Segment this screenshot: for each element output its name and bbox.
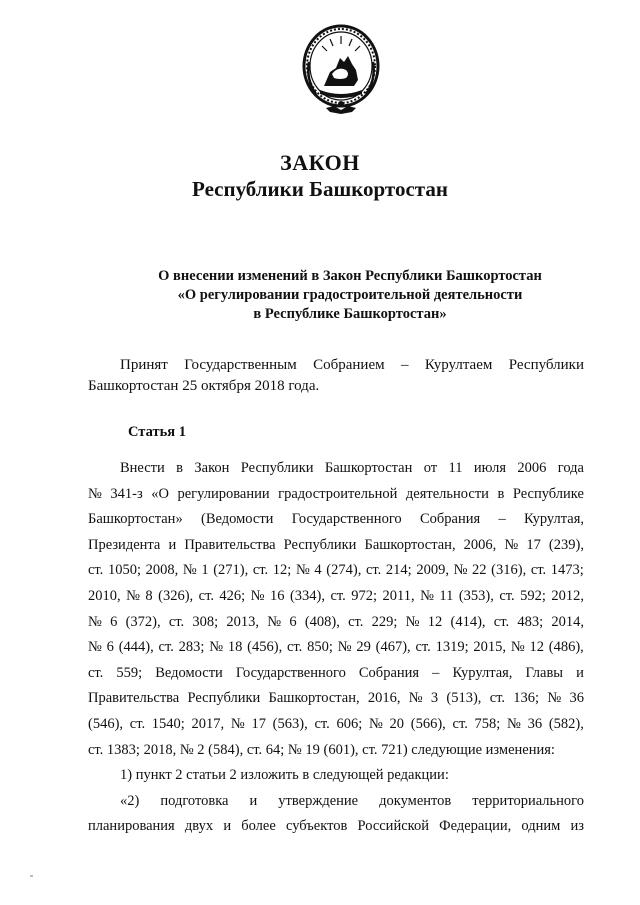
- word: Правительства: [184, 536, 276, 553]
- heading-line: «О регулировании градостроительной деятельности: [177, 287, 523, 303]
- word: –: [400, 357, 409, 373]
- word: и: [249, 792, 258, 809]
- word: 758;: [474, 715, 501, 732]
- list-item-2-line-1: [88, 789, 584, 815]
- word: №: [507, 715, 521, 732]
- paragraph-line: [88, 584, 584, 610]
- word: 36: [569, 690, 584, 707]
- word: (353),: [458, 587, 494, 604]
- word: 3: [430, 690, 439, 707]
- word: №: [510, 639, 525, 656]
- word: 592;: [520, 587, 546, 604]
- word: №: [88, 613, 102, 630]
- word: 1050;: [107, 562, 141, 579]
- word: территориального: [472, 792, 584, 809]
- word: Республики: [508, 357, 584, 373]
- paragraph-line: [88, 635, 584, 661]
- word: (414),: [450, 613, 486, 630]
- word: 426;: [219, 587, 246, 604]
- paragraph-line: [88, 507, 584, 533]
- word: 29: [356, 639, 371, 656]
- word: 6: [110, 613, 118, 630]
- word: ст.: [452, 715, 468, 732]
- word: Главы: [525, 664, 564, 681]
- law-title: ЗАКОН: [280, 150, 360, 175]
- word: –: [432, 664, 440, 681]
- word: ст.: [530, 562, 547, 579]
- word: более: [241, 818, 276, 835]
- word: Ведомости: [155, 664, 223, 681]
- paragraph-line: [88, 712, 584, 738]
- word: 850;: [307, 639, 333, 656]
- word: 16: [269, 587, 285, 604]
- word: 2006: [517, 460, 547, 476]
- word: 1319;: [435, 639, 469, 656]
- word: №: [250, 587, 265, 604]
- word: (274),: [326, 562, 362, 579]
- word: (444),: [118, 639, 154, 656]
- heading-line: в Республике Башкортостан»: [253, 306, 447, 322]
- word: (271),: [213, 562, 249, 579]
- word: 22: [472, 562, 487, 579]
- word: 606;: [336, 715, 363, 732]
- word: июля: [473, 460, 506, 476]
- word: 2013,: [226, 613, 260, 630]
- word: ст.: [314, 715, 330, 732]
- word: 483;: [517, 613, 544, 630]
- word: Президента: [88, 536, 161, 553]
- word: ст.: [88, 562, 104, 579]
- word: подготовка: [160, 792, 229, 809]
- word: 1473;: [550, 562, 584, 579]
- word: Курултая,: [524, 511, 584, 528]
- paragraph-line: [88, 686, 584, 712]
- list-item-1: 1) пункт 2 статьи 2 изложить в следующей редакции:: [120, 767, 449, 784]
- word: 18: [227, 639, 243, 656]
- word: №: [88, 485, 102, 502]
- word: 214;: [385, 562, 412, 579]
- word: (Ведомости: [201, 511, 274, 528]
- word: №: [453, 562, 468, 579]
- paragraph-line: [88, 533, 584, 559]
- word: (486),: [548, 639, 584, 656]
- word: 2008,: [145, 562, 179, 579]
- adoption-statement: [88, 355, 584, 397]
- word: 559;: [116, 664, 143, 681]
- word: –: [498, 511, 506, 528]
- word: №: [88, 639, 102, 656]
- word: Собрания: [358, 664, 420, 681]
- word: №: [547, 690, 562, 707]
- word: 2012,: [551, 587, 584, 604]
- word: в: [497, 485, 505, 502]
- word: градостроительной: [278, 485, 398, 502]
- word: ст.: [489, 690, 506, 707]
- word: 1: [201, 562, 209, 579]
- word: №: [368, 715, 383, 732]
- adoption-line-1: [88, 355, 584, 376]
- word: ст.: [348, 613, 364, 630]
- word: (334),: [289, 587, 325, 604]
- word: ст.: [415, 639, 431, 656]
- word: Курултая,: [452, 664, 513, 681]
- word: Внести: [120, 460, 165, 476]
- word: Российской: [357, 818, 429, 835]
- word: 11: [439, 587, 454, 604]
- word: (456),: [247, 639, 283, 656]
- word: ст.: [88, 664, 104, 681]
- word: 20: [389, 715, 405, 732]
- word: (546),: [88, 715, 124, 732]
- word: 12: [529, 639, 544, 656]
- word: 2017,: [191, 715, 225, 732]
- word: двух: [184, 818, 214, 835]
- word: Государственного: [291, 511, 402, 528]
- paragraph-line: [88, 456, 584, 482]
- paragraph-line: [88, 661, 584, 687]
- word: одним: [521, 818, 561, 835]
- word: и: [576, 664, 584, 681]
- word: 2010,: [88, 587, 121, 604]
- word: (467),: [375, 639, 411, 656]
- word: №: [405, 613, 420, 630]
- word: «2): [120, 792, 140, 809]
- word: (566),: [410, 715, 446, 732]
- law-heading: [60, 267, 640, 324]
- word: 136;: [513, 690, 540, 707]
- word: Правительства: [88, 690, 180, 707]
- word: 17: [526, 536, 541, 553]
- word: ст.: [499, 587, 515, 604]
- word: субъектов: [285, 818, 348, 835]
- word: Республики: [240, 460, 314, 476]
- list-item-2-line-2: [88, 814, 584, 840]
- paragraph-line: [88, 558, 584, 584]
- paragraph-line: [88, 610, 584, 636]
- word: Закон: [194, 460, 230, 476]
- word: №: [504, 536, 519, 553]
- word: 2015,: [473, 639, 507, 656]
- word: 308;: [192, 613, 219, 630]
- word: 17: [251, 715, 266, 732]
- word: №: [126, 587, 140, 604]
- word: «О: [151, 485, 169, 502]
- word: ст.: [198, 587, 214, 604]
- word: (408),: [304, 613, 340, 630]
- paragraph-line: [88, 482, 584, 508]
- word: №: [267, 613, 282, 630]
- word: 2014,: [551, 613, 584, 630]
- word: ст.: [365, 562, 382, 579]
- word: Республики: [187, 690, 261, 707]
- word: 2011,: [382, 587, 415, 604]
- word: №: [337, 639, 352, 656]
- word: ст.: [252, 562, 269, 579]
- article-heading: Статья 1: [128, 424, 186, 440]
- word: 4: [314, 562, 322, 579]
- heading-line: О внесении изменений в Закон Республики Башкортостан: [158, 268, 542, 284]
- word: 229;: [371, 613, 398, 630]
- word: 1540;: [151, 715, 185, 732]
- word: от: [423, 460, 438, 476]
- word: 36: [527, 715, 543, 732]
- word: 12;: [272, 562, 292, 579]
- word: в: [176, 460, 183, 476]
- word: №: [230, 715, 245, 732]
- word: (326),: [158, 587, 194, 604]
- word: деятельности: [405, 485, 489, 502]
- word: №: [182, 562, 197, 579]
- word: Башкортостан»: [88, 511, 183, 528]
- word: (563),: [272, 715, 308, 732]
- word: №: [295, 562, 310, 579]
- article-paragraph: [88, 456, 584, 738]
- word: 2009,: [416, 562, 449, 579]
- word: утверждение: [278, 792, 359, 809]
- paragraph-last-line: ст. 1383; 2018, № 2 (584), ст. 64; № 19 (601), ст. 721) следующие изменения:: [88, 741, 555, 758]
- word: года: [557, 460, 584, 476]
- word: 12: [427, 613, 443, 630]
- word: Федерации,: [439, 818, 512, 835]
- word: из: [570, 818, 584, 835]
- word: ст.: [168, 613, 185, 630]
- word: (316),: [491, 562, 527, 579]
- word: ст.: [330, 587, 346, 604]
- word: Собрания: [419, 511, 481, 528]
- word: 283;: [178, 639, 205, 656]
- word: 6: [106, 639, 114, 656]
- word: 2006,: [463, 536, 497, 553]
- word: и: [223, 818, 232, 835]
- word: (372),: [125, 613, 161, 630]
- word: ст.: [493, 613, 510, 630]
- word: (239),: [548, 536, 584, 553]
- word: ст.: [129, 715, 146, 732]
- word: (513),: [446, 690, 482, 707]
- law-subtitle: Республики Башкортостан: [192, 177, 448, 201]
- word: 8: [145, 587, 153, 604]
- word: №: [408, 690, 423, 707]
- adoption-line-2: Башкортостан 25 октября 2018 года.: [88, 378, 320, 394]
- word: 6: [289, 613, 297, 630]
- word: Башкортостан,: [268, 690, 360, 707]
- word: Государственным: [184, 357, 297, 373]
- word: документов: [379, 792, 452, 809]
- word: Принят: [120, 357, 168, 373]
- word: Республике: [512, 485, 584, 502]
- word: планирования: [88, 818, 175, 835]
- word: 2016,: [367, 690, 401, 707]
- word: Республики: [283, 536, 357, 553]
- word: 11: [448, 460, 463, 476]
- word: 972;: [351, 587, 378, 604]
- word: (582),: [548, 715, 584, 732]
- article-body: [88, 456, 584, 840]
- coat-of-arms-emblem: [300, 22, 382, 116]
- scan-speck: [30, 875, 33, 877]
- word: регулировании: [177, 485, 270, 502]
- word: Башкортостан,: [364, 536, 456, 553]
- word: №: [420, 587, 434, 604]
- word: Государственного: [235, 664, 346, 681]
- word: ст.: [287, 639, 303, 656]
- word: №: [209, 639, 224, 656]
- word: ст.: [158, 639, 174, 656]
- word: Курултаем: [424, 357, 493, 373]
- word: Собранием: [313, 357, 385, 373]
- word: 341-з: [110, 485, 143, 502]
- word: Башкортостан: [324, 460, 413, 476]
- word: и: [168, 536, 177, 553]
